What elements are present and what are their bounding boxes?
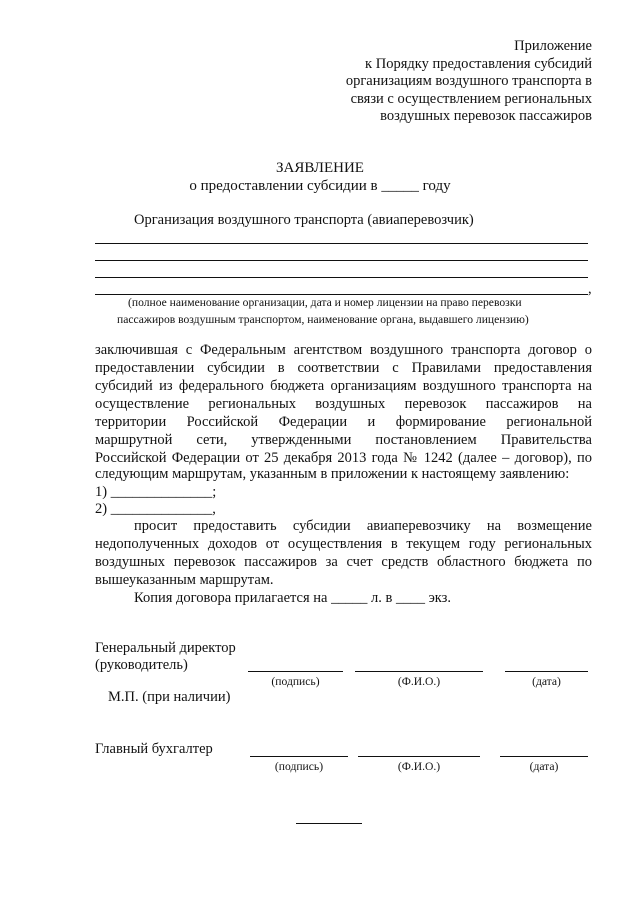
appendix-line: воздушных перевозок пассажиров: [380, 108, 592, 125]
date-caption: (дата): [532, 675, 561, 688]
paragraph-line: территории Российской Федерации и формирование региональной: [95, 414, 592, 430]
organization-label: Организация воздушного транспорта (авиаперевозчик): [134, 212, 474, 228]
appendix-line: связи с осуществлением региональных: [350, 90, 592, 107]
date-line: [500, 756, 588, 757]
paragraph-line: следующим маршрутам, указанным в приложении к настоящему заявлению:: [95, 466, 570, 482]
organization-fill-line: [95, 294, 588, 295]
paragraph-line: заключившая с Федеральным агентством воздушного транспорта договор о: [95, 342, 592, 358]
signature-line: [248, 671, 343, 672]
appendix-line: организациям воздушного транспорта в: [345, 73, 592, 90]
fio-line: [358, 756, 480, 757]
signature-caption: (подпись): [274, 760, 324, 773]
paragraph-line: просит предоставить субсидии авиаперевозчику на возмещение: [134, 518, 592, 534]
organization-end-comma: ,: [588, 281, 592, 297]
route-item: 2) ______________,: [95, 501, 216, 517]
organization-hint-line: пассажиров воздушным транспортом, наименование органа, выдавшего лицензию): [117, 313, 529, 326]
copy-attachment-line: Копия договора прилагается на _____ л. в ____ экз.: [134, 590, 451, 606]
date-line: [505, 671, 588, 672]
document-title: ЗАЯВЛЕНИЕ: [276, 160, 364, 176]
appendix-line: к Порядку предоставления субсидий: [365, 55, 592, 72]
document-subtitle: о предоставлении субсидии в _____ году: [189, 178, 451, 194]
stamp-label: М.П. (при наличии): [108, 689, 231, 705]
organization-fill-line: [95, 260, 588, 261]
date-caption: (дата): [529, 760, 559, 773]
organization-hint-line: (полное наименование организации, дата и номер лицензии на право перевозки: [128, 296, 522, 309]
director-title-note: (руководитель): [95, 657, 188, 673]
fio-caption: (Ф.И.О.): [397, 760, 441, 773]
signature-line: [250, 756, 348, 757]
accountant-title: Главный бухгалтер: [95, 741, 213, 757]
paragraph-line: Российской Федерации от 25 декабря 2013 года № 1242 (далее – договор), по: [95, 450, 592, 466]
appendix-header: [346, 38, 592, 126]
paragraph-line: осуществление региональных воздушных перевозок пассажиров на: [95, 396, 592, 412]
paragraph-line: предоставлении субсидии в соответствии с Правилами предоставления: [95, 360, 592, 376]
paragraph-line: воздушных перевозок пассажиров за счет средств областного бюджета по: [95, 554, 592, 570]
director-title: Генеральный директор: [95, 640, 236, 656]
organization-fill-line: [95, 277, 588, 278]
fio-caption: (Ф.И.О.): [397, 675, 441, 688]
fio-line: [355, 671, 483, 672]
paragraph-line: вышеуказанным маршрутам.: [95, 572, 274, 588]
closing-divider: [296, 823, 362, 824]
signature-caption: (подпись): [271, 675, 320, 688]
paragraph-line: маршрутной сети, утвержденными постановлением Правительства: [95, 432, 592, 448]
paragraph-line: недополученных доходов от осуществления в текущем году региональных: [95, 536, 592, 552]
organization-fill-line: [95, 243, 588, 244]
appendix-line: Приложение: [514, 38, 592, 54]
paragraph-line: субсидий из федерального бюджета организациям воздушного транспорта на: [95, 378, 592, 394]
route-item: 1) ______________;: [95, 484, 217, 500]
